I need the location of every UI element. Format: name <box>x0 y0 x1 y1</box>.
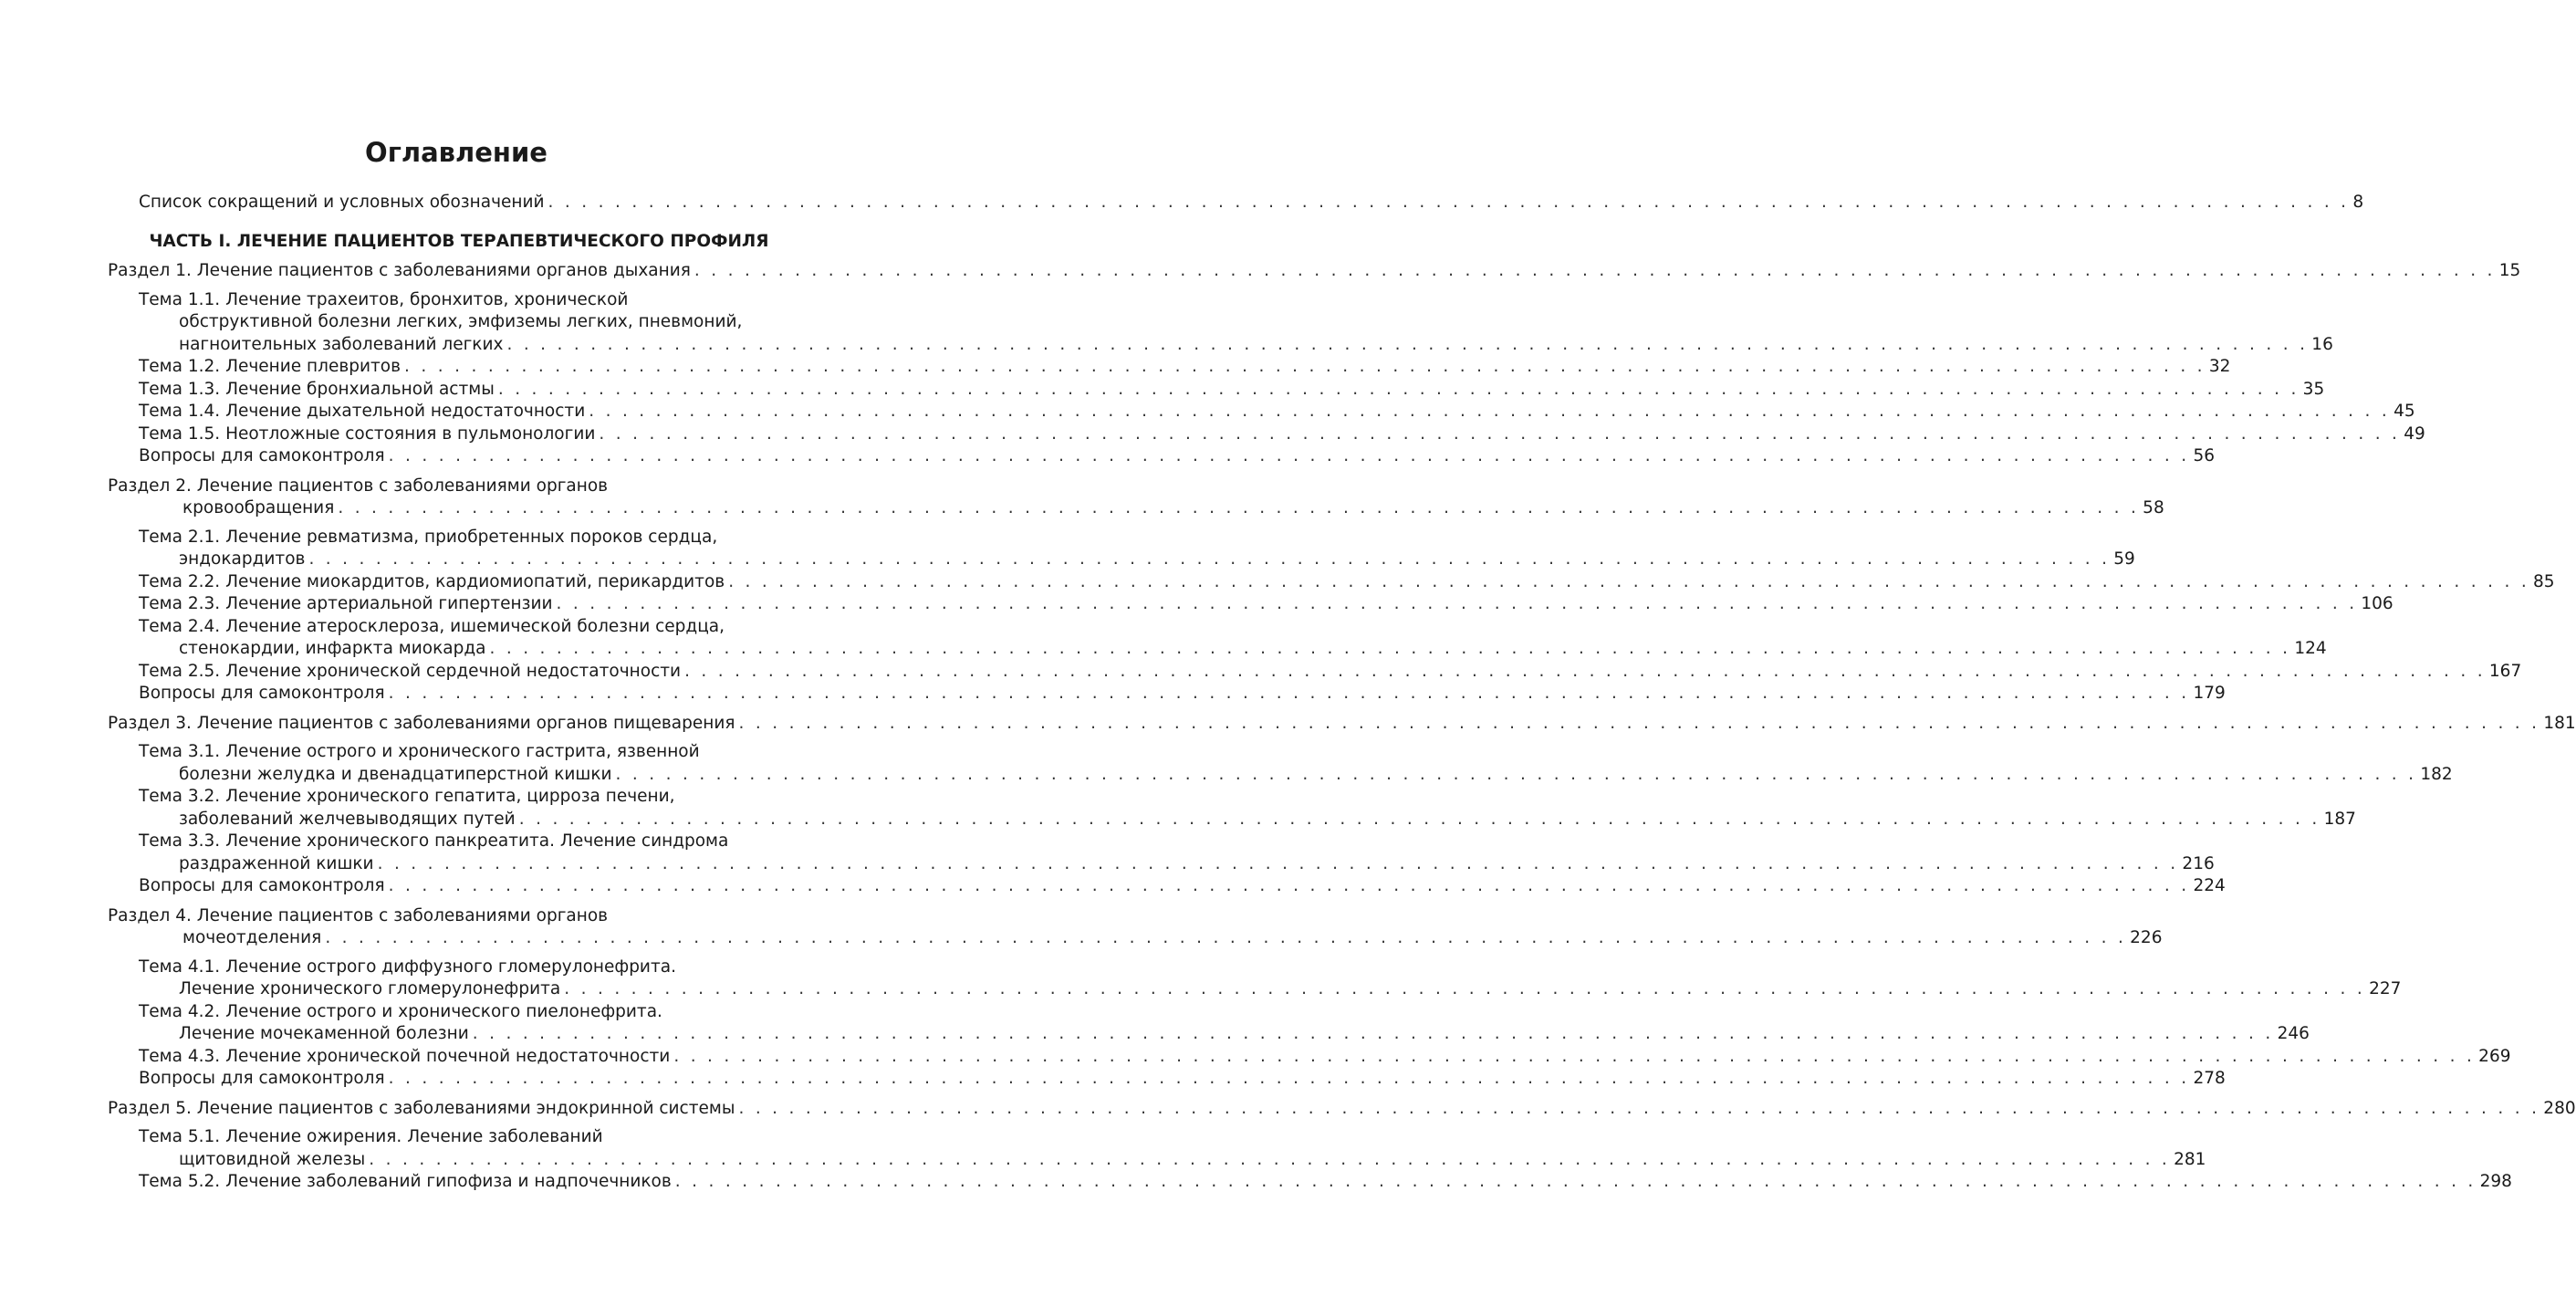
page-number: 167 <box>2488 661 2522 681</box>
section-entry <box>108 1098 2576 1120</box>
topic-entry <box>139 356 2231 378</box>
topic-entry <box>139 1068 2226 1090</box>
section-heading-text <box>108 906 608 925</box>
topic-entry <box>179 1149 2206 1171</box>
topic-label: Тема 3.3. <box>139 831 221 851</box>
topic-title: Лечение миокардитов, кардиомиопатий, перикардитов <box>225 571 725 591</box>
topic-entry <box>139 1171 2512 1193</box>
topic-title: Вопросы для самоконтроля <box>139 446 385 465</box>
topic-label: Тема 4.3. <box>139 1046 221 1066</box>
section-heading-text <box>108 476 608 496</box>
topic-text <box>139 290 628 309</box>
page-number: 106 <box>2361 594 2393 613</box>
topic-title: Лечение бронхиальной астмы <box>225 379 495 399</box>
topic-entry <box>179 549 2135 570</box>
toc-entry-abbreviations <box>139 192 2364 214</box>
page-number: 49 <box>2404 423 2425 444</box>
topic-label: Тема 1.5. <box>139 423 221 444</box>
topic-title: Лечение острого и хронического пиелонефрита. <box>225 1001 662 1021</box>
topic-title: заболеваний желчевыводящих путей <box>179 809 516 829</box>
dot-leader: . . . . . . . . . . . . . . . . . . . . . . . . . . . . . . . . . . . . . . . . . . . . . . . . . . . . . . . . . . . . . . . . . . . . . . . . . . . . . . . . . . . . . . . . . . . . . . . . . . . . . . . . . . . . <box>338 498 2140 517</box>
topic-text <box>139 957 676 977</box>
dot-leader: . . . . . . . . . . . . . . . . . . . . . . . . . . . . . . . . . . . . . . . . . . . . . . . . . . . . . . . . . . . . . . . . . . . . . . . . . . . . . . . . . . . . . . . . . . . . . . . . . . . . . . . . . . . . <box>599 423 2401 444</box>
section-title: Лечение пациентов с заболеваниями эндокринной системы <box>196 1098 735 1118</box>
dot-leader: . . . . . . . . . . . . . . . . . . . . . . . . . . . . . . . . . . . . . . . . . . . . . . . . . . . . . . . . . . . . . . . . . . . . . . . . . . . . . . . . . . . . . . . . . . . . . . . . . . . . . . . . . . . . <box>506 334 2309 354</box>
page-number: 32 <box>2208 357 2231 376</box>
topic-title: Лечение дыхательной недостаточности <box>225 402 586 421</box>
topic-title: Лечение хронического гепатита, цирроза печени, <box>225 787 675 806</box>
topic-text <box>139 831 728 851</box>
page-number: 124 <box>2294 639 2327 658</box>
topic-title: Неотложные состояния в пульмонологии <box>225 423 596 444</box>
topic-text <box>139 379 495 401</box>
section-label: Раздел 3. <box>108 713 192 733</box>
page-number: 15 <box>2498 261 2521 280</box>
topic-title: Лечение хронического панкреатита. Лечение синдрома <box>225 831 729 851</box>
topic-entry <box>139 571 2555 593</box>
topic-title: Вопросы для самоконтроля <box>139 1069 385 1088</box>
topic-entry <box>139 1001 811 1023</box>
topic-title: обструктивной болезни легких, эмфиземы легких, пневмоний, <box>179 312 743 331</box>
topic-text <box>139 661 681 683</box>
dot-leader: . . . . . . . . . . . . . . . . . . . . . . . . . . . . . . . . . . . . . . . . . . . . . . . . . . . . . . . . . . . . . . . . . . . . . . . . . . . . . . . . . . . . . . . . . . . . . . . . . . . . . . . . . . . . <box>325 928 2127 947</box>
dot-leader: . . . . . . . . . . . . . . . . . . . . . . . . . . . . . . . . . . . . . . . . . . . . . . . . . . . . . . . . . . . . . . . . . . . . . . . . . . . . . . . . . . . . . . . . . . . . . . . . . . . . . . . . . . . . <box>388 1069 2190 1088</box>
dot-leader: . . . . . . . . . . . . . . . . . . . . . . . . . . . . . . . . . . . . . . . . . . . . . . . . . . . . . . . . . . . . . . . . . . . . . . . . . . . . . . . . . . . . . . . . . . . . . . . . . . . . . . . . . . . . <box>589 402 2391 421</box>
topic-entry <box>139 423 2425 445</box>
dot-leader: . . . . . . . . . . . . . . . . . . . . . . . . . . . . . . . . . . . . . . . . . . . . . . . . . . . . . . . . . . . . . . . . . . . . . . . . . . . . . . . . . . . . . . . . . . . . . . . . . . . . . . . . . . . . <box>615 764 2417 784</box>
topic-text <box>139 617 725 636</box>
page-number: 181 <box>2543 713 2576 733</box>
page-number: 58 <box>2143 498 2164 517</box>
page-number: 226 <box>2130 928 2163 947</box>
page-number: 56 <box>2193 446 2216 465</box>
page-number: 35 <box>2302 379 2325 399</box>
topic-text <box>139 1046 670 1068</box>
section-heading-text <box>108 260 691 282</box>
topic-entry <box>179 638 2327 660</box>
topic-title: болезни желудка и двенадцатиперстной кишки <box>179 764 612 784</box>
section-label: Раздел 1. <box>108 261 192 280</box>
topic-label: Тема 2.2. <box>139 571 221 591</box>
topic-text <box>139 423 595 445</box>
topic-label: Тема 4.2. <box>139 1001 221 1021</box>
topic-title: нагноительных заболеваний легких <box>179 334 504 354</box>
dot-leader: . . . . . . . . . . . . . . . . . . . . . . . . . . . . . . . . . . . . . . . . . . . . . . . . . . . . . . . . . . . . . . . . . . . . . . . . . . . . . . . . . . . . . . . . . . . . . . . . . . . . . . . . . . . . <box>548 193 2350 212</box>
dot-leader: . . . . . . . . . . . . . . . . . . . . . . . . . . . . . . . . . . . . . . . . . . . . . . . . . . . . . . . . . . . . . . . . . . . . . . . . . . . . . . . . . . . . . . . . . . . . . . . . . . . . . . . . . . . . <box>518 809 2320 829</box>
section-title: Лечение пациентов с заболеваниями органов <box>196 905 609 925</box>
topic-label: Тема 3.2. <box>139 787 221 806</box>
topic-label: Тема 2.3. <box>139 594 221 613</box>
topic-title: эндокардитов <box>179 549 306 569</box>
dot-leader: . . . . . . . . . . . . . . . . . . . . . . . . . . . . . . . . . . . . . . . . . . . . . . . . . . . . . . . . . . . . . . . . . . . . . . . . . . . . . . . . . . . . . . . . . . . . . . . . . . . . . . . . . . . . <box>404 357 2206 376</box>
topic-text <box>139 742 700 761</box>
topic-label: Тема 2.5. <box>139 661 221 681</box>
page-number: 216 <box>2182 853 2215 873</box>
topic-label: Тема 1.4. <box>139 402 221 421</box>
topic-title: Лечение мочекаменной болезни <box>179 1024 469 1043</box>
topic-entry <box>139 593 2393 615</box>
dot-leader: . . . . . . . . . . . . . . . . . . . . . . . . . . . . . . . . . . . . . . . . . . . . . . . . . . . . . . . . . . . . . . . . . . . . . . . . . . . . . . . . . . . . . . . . . . . . . . . . . . . . . . . . . . . . <box>388 684 2190 703</box>
topic-title: Лечение плевритов <box>225 357 402 376</box>
topic-title: раздраженной кишки <box>179 853 374 873</box>
topic-entry <box>179 334 2333 356</box>
topic-label: Тема 3.1. <box>139 742 221 761</box>
part-heading: ЧАСТЬ I. ЛЕЧЕНИЕ ПАЦИЕНТОВ ТЕРАПЕВТИЧЕСКОГО ПРОФИЛЯ <box>149 232 769 251</box>
topic-entry <box>179 311 811 333</box>
topic-label: Тема 4.1. <box>139 956 221 977</box>
topic-text <box>139 528 717 547</box>
dot-leader: . . . . . . . . . . . . . . . . . . . . . . . . . . . . . . . . . . . . . . . . . . . . . . . . . . . . . . . . . . . . . . . . . . . . . . . . . . . . . . . . . . . . . . . . . . . . . . . . . . . . . . . . . . . . <box>308 549 2111 569</box>
dot-leader: . . . . . . . . . . . . . . . . . . . . . . . . . . . . . . . . . . . . . . . . . . . . . . . . . . . . . . . . . . . . . . . . . . . . . . . . . . . . . . . . . . . . . . . . . . . . . . . . . . . . . . . . . . . . <box>377 853 2179 873</box>
topic-entry <box>139 527 811 549</box>
page-number: 187 <box>2323 809 2356 829</box>
topic-text <box>139 401 585 423</box>
topic-entry <box>139 289 811 311</box>
page-number: 182 <box>2420 764 2453 784</box>
topic-title: Лечение ожирения. Лечение заболеваний <box>225 1127 603 1146</box>
dot-leader: . . . . . . . . . . . . . . . . . . . . . . . . . . . . . . . . . . . . . . . . . . . . . . . . . . . . . . . . . . . . . . . . . . . . . . . . . . . . . . . . . . . . . . . . . . . . . . . . . . . . . . . . . . . . <box>738 1098 2540 1118</box>
dot-leader: . . . . . . . . . . . . . . . . . . . . . . . . . . . . . . . . . . . . . . . . . . . . . . . . . . . . . . . . . . . . . . . . . . . . . . . . . . . . . . . . . . . . . . . . . . . . . . . . . . . . . . . . . . . . <box>497 379 2300 399</box>
page-number: 179 <box>2193 684 2226 703</box>
topic-title: Лечение хронической сердечной недостаточности <box>225 661 682 681</box>
topic-entry <box>139 379 2325 401</box>
topic-title: Лечение острого диффузного гломерулонефрита. <box>225 956 676 977</box>
topic-title: Лечение хронического гломерулонефрита <box>179 979 561 998</box>
topic-text <box>139 1127 603 1146</box>
topic-entry <box>139 1046 2511 1068</box>
page-number: 280 <box>2543 1098 2576 1118</box>
topic-title: Лечение острого и хронического гастрита, язвенной <box>225 742 700 761</box>
topic-text <box>139 593 553 615</box>
topic-entry <box>139 616 811 638</box>
topic-label: Тема 1.3. <box>139 379 221 399</box>
section-heading-text <box>108 713 735 735</box>
dot-leader: . . . . . . . . . . . . . . . . . . . . . . . . . . . . . . . . . . . . . . . . . . . . . . . . . . . . . . . . . . . . . . . . . . . . . . . . . . . . . . . . . . . . . . . . . . . . . . . . . . . . . . . . . . . . <box>388 446 2190 465</box>
page-number: 224 <box>2193 876 2226 895</box>
topic-entry <box>179 809 2356 831</box>
topic-entry <box>139 401 2415 423</box>
topic-text <box>139 1002 662 1021</box>
topic-label: Тема 5.1. <box>139 1127 221 1146</box>
section-entry <box>108 713 2576 735</box>
dot-leader: . . . . . . . . . . . . . . . . . . . . . . . . . . . . . . . . . . . . . . . . . . . . . . . . . . . . . . . . . . . . . . . . . . . . . . . . . . . . . . . . . . . . . . . . . . . . . . . . . . . . . . . . . . . . <box>738 713 2540 733</box>
topic-text <box>139 787 675 806</box>
topic-label: Тема 1.2. <box>139 357 221 376</box>
section-entry <box>108 905 811 927</box>
topic-entry <box>139 875 2226 897</box>
page-number: 278 <box>2193 1069 2226 1088</box>
topic-label: Тема 2.1. <box>139 527 221 547</box>
section-label: Раздел 4. <box>108 905 192 925</box>
topic-text <box>139 356 401 378</box>
dot-leader: . . . . . . . . . . . . . . . . . . . . . . . . . . . . . . . . . . . . . . . . . . . . . . . . . . . . . . . . . . . . . . . . . . . . . . . . . . . . . . . . . . . . . . . . . . . . . . . . . . . . . . . . . . . . <box>684 661 2486 681</box>
section-heading-text <box>108 1098 735 1120</box>
section-entry <box>183 927 2163 949</box>
page-number: 246 <box>2277 1024 2310 1043</box>
topic-entry <box>179 978 2402 1000</box>
topic-title: щитовидной железы <box>179 1149 366 1169</box>
page-number: 45 <box>2393 402 2415 421</box>
page-number: 281 <box>2174 1149 2206 1169</box>
section-title: кровообращения <box>183 498 335 517</box>
dot-leader: . . . . . . . . . . . . . . . . . . . . . . . . . . . . . . . . . . . . . . . . . . . . . . . . . . . . . . . . . . . . . . . . . . . . . . . . . . . . . . . . . . . . . . . . . . . . . . . . . . . . . . . . . . . . <box>694 261 2496 280</box>
topic-title: стенокардии, инфаркта миокарда <box>179 639 486 658</box>
topic-title: Лечение заболеваний гипофиза и надпочечников <box>225 1172 672 1191</box>
topic-title: Лечение ревматизма, приобретенных пороков сердца, <box>225 527 718 547</box>
topic-entry <box>139 741 811 763</box>
section-title: Лечение пациентов с заболеваниями органов пищеварения <box>196 713 735 733</box>
topic-label: Тема 5.2. <box>139 1172 221 1191</box>
dot-leader: . . . . . . . . . . . . . . . . . . . . . . . . . . . . . . . . . . . . . . . . . . . . . . . . . . . . . . . . . . . . . . . . . . . . . . . . . . . . . . . . . . . . . . . . . . . . . . . . . . . . . . . . . . . . <box>673 1046 2476 1066</box>
dot-leader: . . . . . . . . . . . . . . . . . . . . . . . . . . . . . . . . . . . . . . . . . . . . . . . . . . . . . . . . . . . . . . . . . . . . . . . . . . . . . . . . . . . . . . . . . . . . . . . . . . . . . . . . . . . . <box>674 1172 2477 1191</box>
dot-leader: . . . . . . . . . . . . . . . . . . . . . . . . . . . . . . . . . . . . . . . . . . . . . . . . . . . . . . . . . . . . . . . . . . . . . . . . . . . . . . . . . . . . . . . . . . . . . . . . . . . . . . . . . . . . <box>728 571 2530 591</box>
topic-entry <box>139 786 811 808</box>
section-entry <box>108 260 2521 282</box>
section-label: Раздел 2. <box>108 476 192 496</box>
section-title: Лечение пациентов с заболеваниями органов <box>196 476 609 496</box>
dot-leader: . . . . . . . . . . . . . . . . . . . . . . . . . . . . . . . . . . . . . . . . . . . . . . . . . . . . . . . . . . . . . . . . . . . . . . . . . . . . . . . . . . . . . . . . . . . . . . . . . . . . . . . . . . . . <box>472 1024 2274 1043</box>
page-title: Оглавление <box>365 137 548 168</box>
page-number: 59 <box>2113 549 2135 569</box>
section-entry <box>108 476 811 497</box>
section-entry <box>183 497 2164 519</box>
topic-entry <box>139 683 2226 705</box>
topic-title: Лечение артериальной гипертензии <box>225 594 553 613</box>
topic-title: Лечение трахеитов, бронхитов, хронической <box>225 289 629 309</box>
dot-leader: . . . . . . . . . . . . . . . . . . . . . . . . . . . . . . . . . . . . . . . . . . . . . . . . . . . . . . . . . . . . . . . . . . . . . . . . . . . . . . . . . . . . . . . . . . . . . . . . . . . . . . . . . . . . <box>388 876 2190 895</box>
dot-leader: . . . . . . . . . . . . . . . . . . . . . . . . . . . . . . . . . . . . . . . . . . . . . . . . . . . . . . . . . . . . . . . . . . . . . . . . . . . . . . . . . . . . . . . . . . . . . . . . . . . . . . . . . . . . <box>564 979 2366 998</box>
topic-entry <box>139 831 811 852</box>
topic-label: Тема 1.1. <box>139 289 221 309</box>
topic-label: Тема 2.4. <box>139 616 221 636</box>
topic-text <box>139 1171 672 1193</box>
dot-leader: . . . . . . . . . . . . . . . . . . . . . . . . . . . . . . . . . . . . . . . . . . . . . . . . . . . . . . . . . . . . . . . . . . . . . . . . . . . . . . . . . . . . . . . . . . . . . . . . . . . . . . . . . . . . <box>556 594 2358 613</box>
page-number: 85 <box>2533 571 2555 591</box>
topic-entry <box>179 853 2215 875</box>
section-title: Лечение пациентов с заболеваниями органов дыхания <box>196 261 691 280</box>
page-number: 227 <box>2369 979 2402 998</box>
topic-title: Лечение хронической почечной недостаточности <box>225 1046 671 1066</box>
dot-leader: . . . . . . . . . . . . . . . . . . . . . . . . . . . . . . . . . . . . . . . . . . . . . . . . . . . . . . . . . . . . . . . . . . . . . . . . . . . . . . . . . . . . . . . . . . . . . . . . . . . . . . . . . . . . <box>489 639 2291 658</box>
topic-entry <box>139 445 2216 467</box>
section-title: мочеотделения <box>183 928 322 947</box>
section-label: Раздел 5. <box>108 1098 192 1118</box>
topic-entry <box>179 1023 2310 1045</box>
topic-title: Вопросы для самоконтроля <box>139 876 385 895</box>
entry-text: Список сокращений и условных обозначений <box>139 193 545 212</box>
page-number: 8 <box>2352 193 2364 212</box>
topic-title: Лечение атеросклероза, ишемической болезни сердца, <box>225 616 725 636</box>
topic-entry <box>179 764 2453 786</box>
page-number: 269 <box>2478 1046 2511 1066</box>
page-number: 16 <box>2311 334 2333 354</box>
topic-entry <box>139 661 2522 683</box>
topic-entry <box>139 1126 811 1148</box>
topic-entry <box>139 956 811 978</box>
dot-leader: . . . . . . . . . . . . . . . . . . . . . . . . . . . . . . . . . . . . . . . . . . . . . . . . . . . . . . . . . . . . . . . . . . . . . . . . . . . . . . . . . . . . . . . . . . . . . . . . . . . . . . . . . . . . <box>369 1149 2171 1169</box>
page-number: 298 <box>2479 1172 2512 1191</box>
topic-text <box>139 571 725 593</box>
topic-title: Вопросы для самоконтроля <box>139 684 385 703</box>
